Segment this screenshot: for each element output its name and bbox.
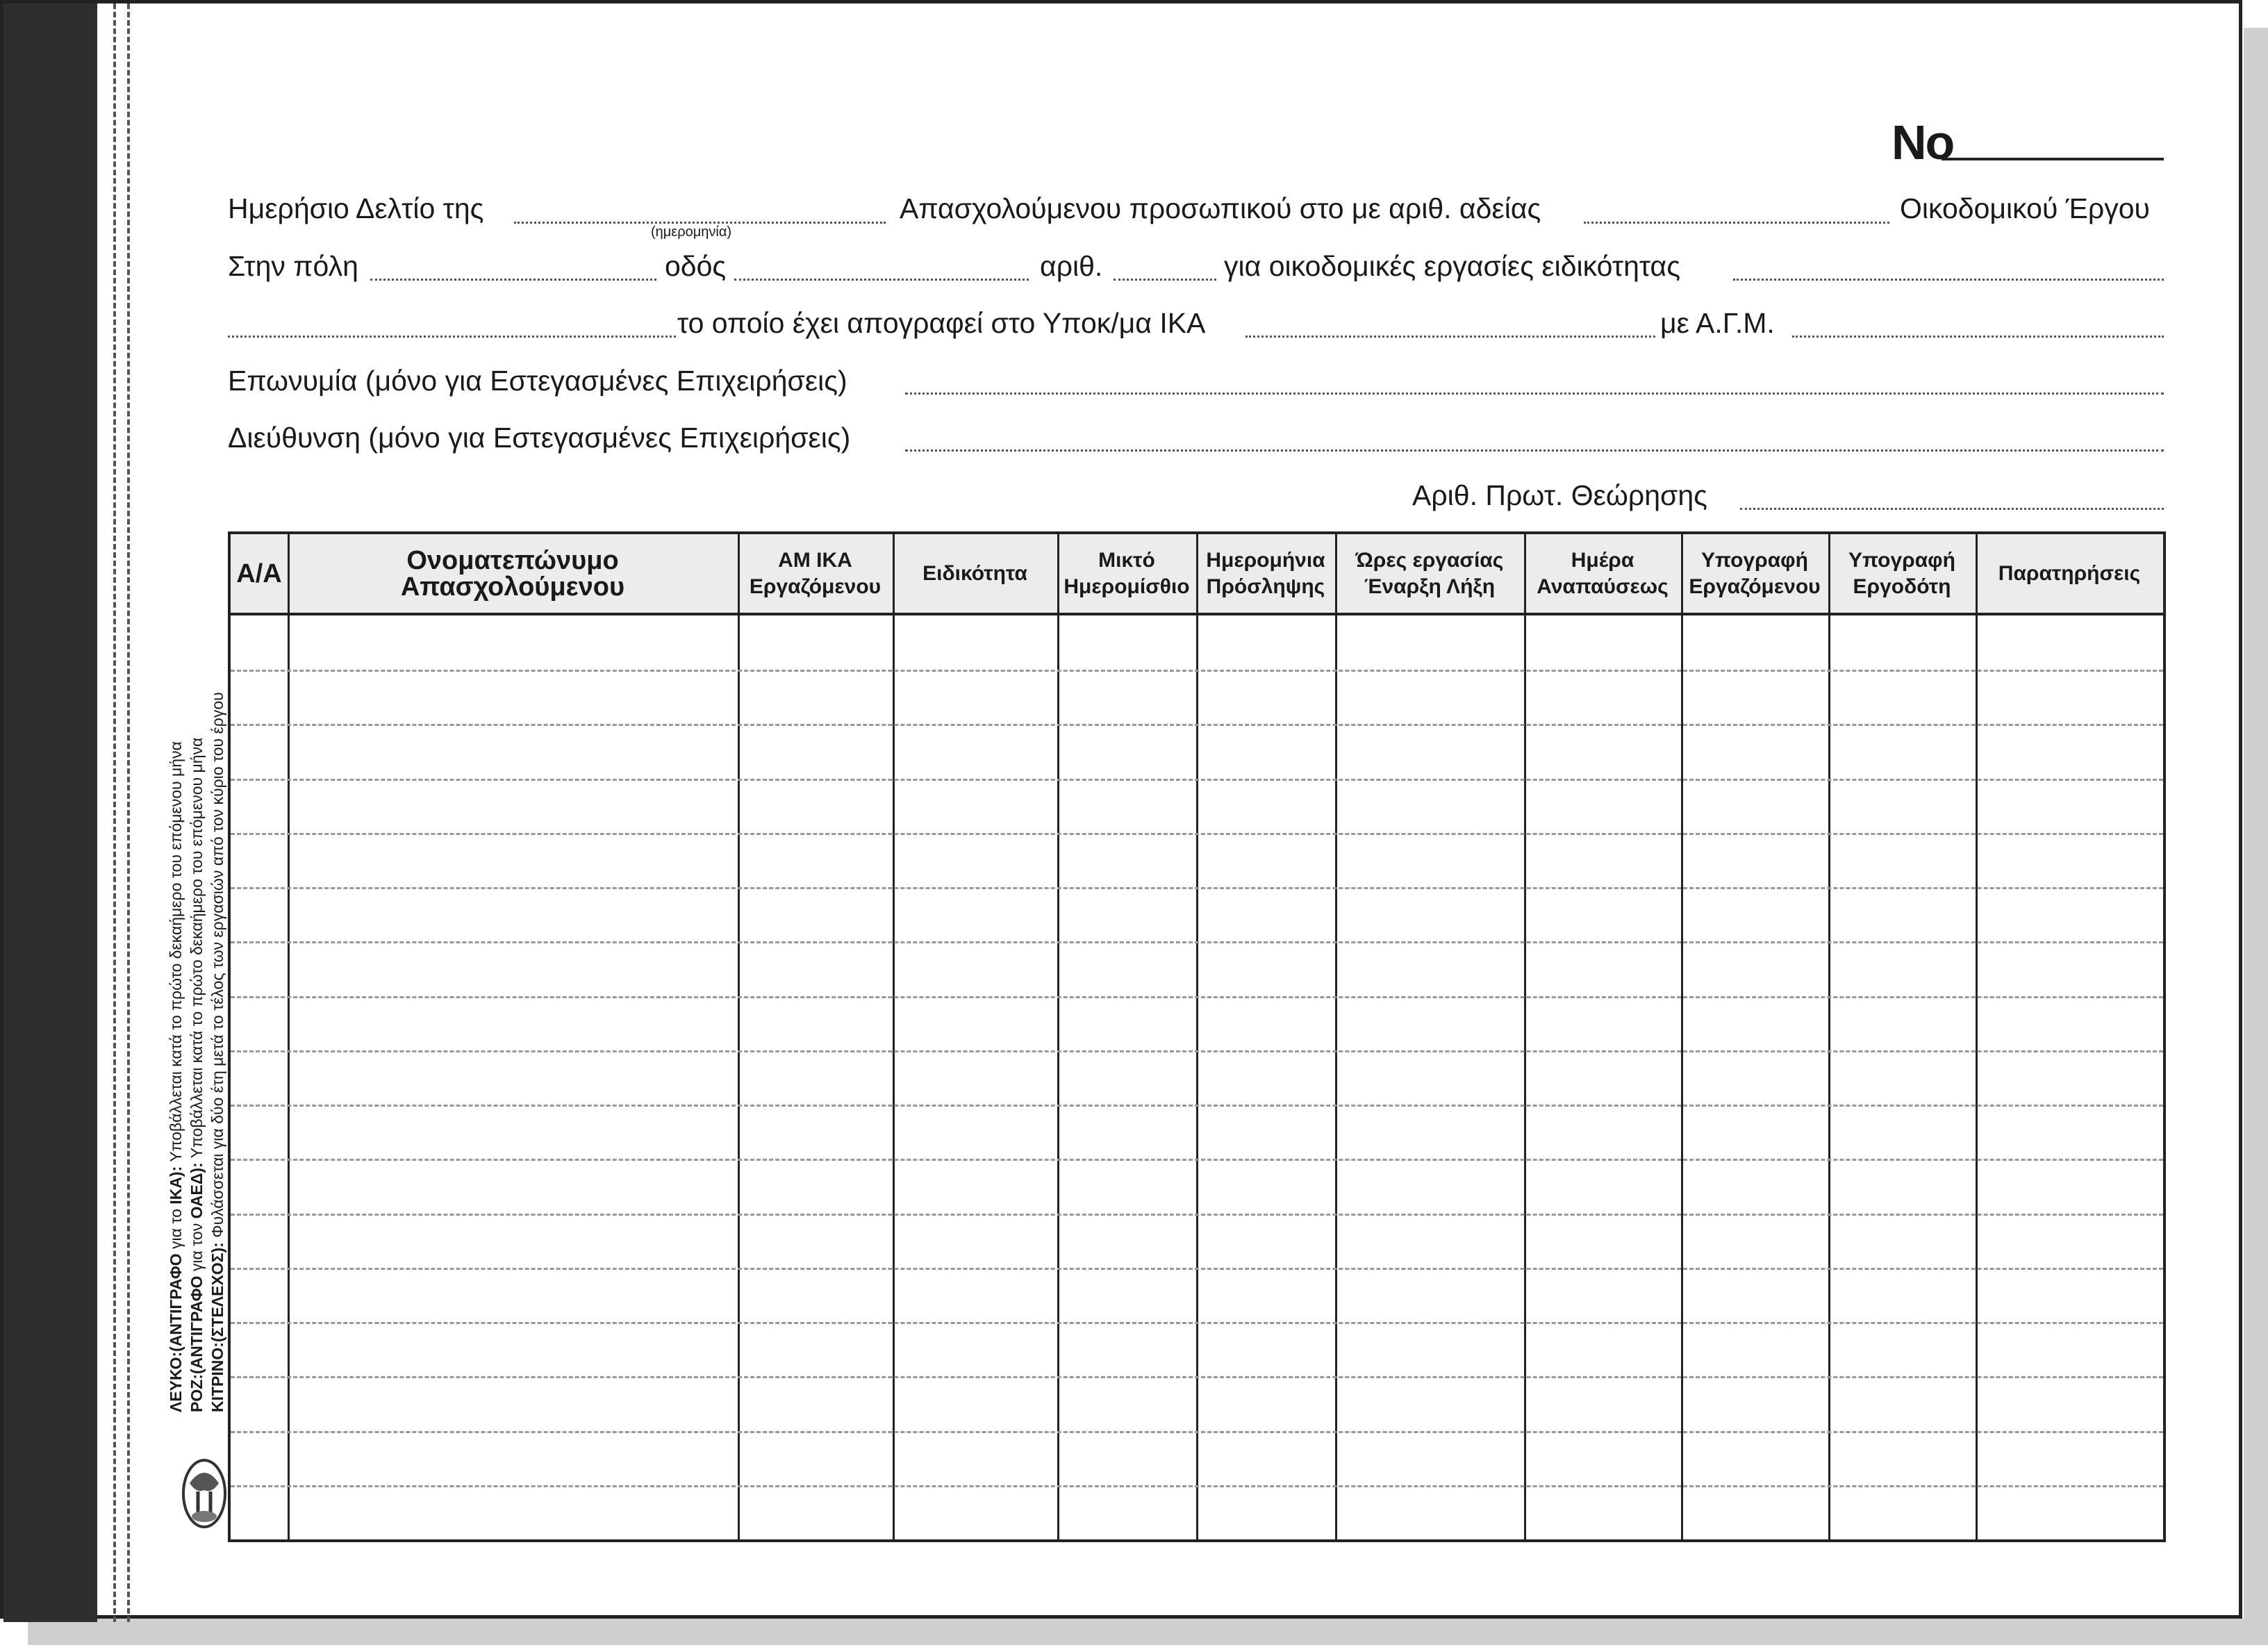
column-header-line2: Πρόσληψης [1206,574,1325,598]
column-divider [1335,534,1337,1539]
protocol-number-field[interactable] [1740,508,2164,510]
column-divider [1524,534,1526,1539]
table-row[interactable] [231,1159,2163,1161]
column-header-line1: Ημερομήνια [1206,548,1325,572]
agm-field[interactable] [1792,336,2164,338]
company-name-label: Επωνυμία (μόνο για Εστεγασμένες Επιχειρήσεις) [228,365,847,397]
city-label: Στην πόλη [228,250,358,282]
date-hint: (ημερομηνία) [651,224,732,240]
column-divider [738,534,740,1539]
column-header [893,534,1057,613]
daily-report-label: Ημερήσιο Δελτίο της [228,192,484,224]
column-divider [1057,534,1059,1539]
column-header-line2: Εργαζόμενου [1689,574,1821,598]
column-header [1196,534,1335,613]
work-description-field[interactable] [228,336,676,338]
date-field[interactable] [514,222,886,224]
column-divider [288,534,290,1539]
street-label: οδός [665,250,727,282]
protocol-number-label: Αριθ. Πρωτ. Θεώρησης [1412,479,1707,511]
table-row[interactable] [231,1268,2163,1270]
column-divider [1681,534,1683,1539]
street-number-field[interactable] [1114,279,1216,281]
table-row[interactable] [231,779,2163,781]
license-number-field[interactable] [1584,222,1889,224]
table-row[interactable] [231,941,2163,943]
table-row[interactable] [231,1214,2163,1216]
side-note-yellow: ΚΙΤΡΙΝΟ:(ΣΤΕΛΕΧΟΣ): Φυλάσσεται για δύο έτη μετά το τέλος των εργασιών από τον κύριο του έργου [208,692,226,1412]
column-header-line2: Ημερομίσθιο [1063,574,1190,598]
publisher-logo-icon [177,1455,231,1532]
column-header-line1: Ονοματεπώνυμο [406,545,619,575]
column-header-line2: Αναπαύσεως [1537,574,1669,598]
column-header [1335,534,1524,613]
column-header-line2: Έναρξη Λήξη [1364,574,1496,598]
binding-spine [3,3,97,1622]
perforation-line [113,3,116,1622]
table-row[interactable] [231,1485,2163,1487]
table-row[interactable] [231,724,2163,726]
column-divider [1976,534,1978,1539]
table-row[interactable] [231,887,2163,889]
column-header [231,534,288,613]
page-shadow-right [2244,28,2268,1645]
agm-label: με Α.Γ.Μ. [1660,307,1775,339]
table-row[interactable] [231,1050,2163,1052]
column-header-line1: Ειδικότητα [922,561,1027,585]
page-shadow-bottom [28,1619,2268,1645]
construction-work-label: Οικοδομικού Έργου [1900,192,2150,224]
specialty-label: για οικοδομικές εργασίες ειδικότητας [1224,250,1680,282]
number-label: No [1892,115,1954,170]
side-note-white: ΛΕΥΚΟ:(ΑΝΤΙΓΡΑΦΟ για το ΙΚΑ): Υποβάλλεται κατά το πρώτο δεκαήμερο του επόμενου μήνα [167,741,185,1412]
column-header-line1: ΑΜ ΙΚΑ [778,548,852,572]
specialty-field[interactable] [1733,279,2164,281]
column-header-line1: Μικτό [1098,548,1155,572]
column-header-line2: Εργαζόμενου [749,574,881,598]
registered-ika-label: το οποίο έχει απογραφεί στο Υποκ/μα ΙΚΑ [677,307,1206,339]
column-header [288,534,738,613]
table-row[interactable] [231,833,2163,835]
employed-staff-label: Απασχολούμενου προσωπικού στο με αριθ. αδείας [900,192,1541,224]
column-header [1976,534,2163,613]
table-row[interactable] [231,1322,2163,1324]
employee-table [228,531,2166,1542]
table-row[interactable] [231,996,2163,998]
column-header-line1: Παρατηρήσεις [1998,561,2141,585]
company-name-field[interactable] [905,392,2164,395]
city-field[interactable] [370,279,656,281]
column-header [1524,534,1681,613]
column-header [1828,534,1976,613]
column-header [1057,534,1196,613]
column-header-line1: Α/Α [236,559,282,588]
column-header-line2: Απασχολούμενου [400,572,625,602]
column-divider [893,534,895,1539]
ika-branch-field[interactable] [1245,336,1655,338]
table-row[interactable] [231,670,2163,672]
table-row[interactable] [231,1431,2163,1433]
column-header-line1: Ημέρα [1571,548,1634,572]
column-header-line1: Υπογραφή [1848,548,1955,572]
address-label: Διεύθυνση (μόνο για Εστεγασμένες Επιχειρήσεις) [228,422,851,454]
street-field[interactable] [734,279,1029,281]
column-header-line1: Υπογραφή [1701,548,1808,572]
column-header-line2: Εργοδότη [1853,574,1951,598]
column-divider [1828,534,1830,1539]
address-field[interactable] [905,449,2164,452]
table-row[interactable] [231,1105,2163,1107]
street-number-label: αριθ. [1040,250,1103,282]
number-field[interactable] [1942,158,2164,160]
perforation-line-2 [127,3,130,1622]
column-divider [1196,534,1198,1539]
side-note-pink: ΡΟΖ:(ΑΝΤΙΓΡΑΦΟ για τον ΟΑΕΔ): Υποβάλλεται κατά το πρώτο δεκαήμερο του επόμενου μήνα [188,737,206,1412]
column-header [738,534,893,613]
column-header-line1: Ώρες εργασίας [1355,548,1504,572]
table-row[interactable] [231,1376,2163,1378]
column-header [1681,534,1828,613]
